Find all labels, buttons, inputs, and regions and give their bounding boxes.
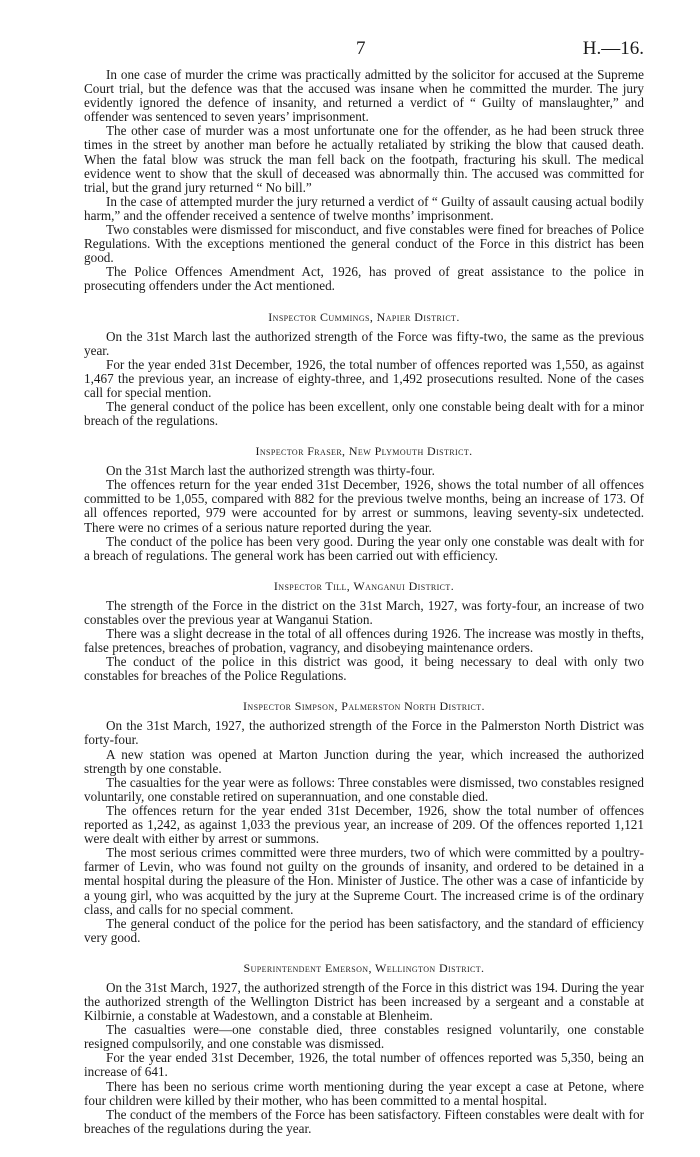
paragraph: There was a slight decrease in the total of all offences during 1926. The increase was mostly in thefts, false pretences, breaches of probation, vagrancy, and disobeying maintenance orders. [84, 626, 644, 656]
paragraph: The strength of the Force in the district on the 31st March, 1927, was forty-four, an increase of two constables over the previous year at Wanganui Station. [84, 597, 644, 627]
section-palmerston-north-district [84, 699, 644, 945]
section-heading: Inspector Cummings, Napier District. [268, 309, 460, 324]
paragraph: The conduct of the police in this district was good, it being necessary to deal with only two constables for breaches of the Police Regulations. [84, 654, 644, 684]
section-heading: Superintendent Emerson, Wellington District. [243, 960, 485, 975]
paragraph: For the year ended 31st December, 1926, the total number of offences reported was 1,550, as against 1,467 the previous year, an increase of eighty-three, and 1,492 prosecutions resulted. None of the cases call for special mention. [84, 356, 644, 400]
paragraph: For the year ended 31st December, 1926, the total number of offences reported was 5,350, being an increase of 641. [84, 1050, 644, 1080]
paragraph: Two constables were dismissed for misconduct, and five constables were fined for breaches of Police Regulations. With the exceptions mentioned the general conduct of the Force in this district has been good. [84, 222, 644, 266]
page-header [84, 38, 644, 68]
paragraph: There has been no serious crime worth mentioning during the year except a case at Petone, where four children were killed by their mother, who has been committed to a mental hospital. [84, 1078, 644, 1108]
paragraph: On the 31st March, 1927, the authorized strength of the Force in this district was 194. During the year the authorized strength of the Wellington District has been increased by a sergeant and a constable at Kilbirnie, a constable at Wadestown, and a constable at Blenheim. [84, 979, 645, 1024]
document-reference: H.—16. [582, 38, 644, 59]
section-new-plymouth-district [84, 444, 644, 563]
paragraph: The other case of murder was a most unfortunate one for the offender, as he had been struck three times in the street by another man before he actually retaliated by striking the blow that caused death. When the fatal blow was struck the man fell back on the footpath, fracturing his skull. The medical evidence went to show that the skull of deceased was abnormally thin. The accused was committed for trial, but the grand jury returned “ No bill.” [84, 123, 644, 195]
paragraph: The general conduct of the police for the period has been satisfactory, and the standard of efficiency very good. [84, 915, 644, 945]
section-heading: Inspector Simpson, Palmerston North District. [243, 699, 485, 714]
paragraph: On the 31st March, 1927, the authorized strength of the Force in the Palmerston North District was forty-four. [84, 718, 644, 748]
section-napier-district [84, 310, 644, 429]
section-heading: Inspector Till, Wanganui District. [273, 578, 455, 593]
paragraph: The conduct of the members of the Force has been satisfactory. Fifteen constables were dealt with for breaches of the regulations during the year. [84, 1106, 644, 1136]
paragraph: The casualties for the year were as follows: Three constables were dismissed, two constables resigned voluntarily, one constable retired on superannuation, and one constable died. [84, 774, 644, 804]
paragraph: In the case of attempted murder the jury returned a verdict of “ Guilty of assault causing actual bodily harm,” and the offender received a sentence of twelve months’ imprisonment. [84, 193, 644, 223]
paragraph: A new station was opened at Marton Junction during the year, which increased the authorized strength by one constable. [84, 746, 644, 776]
paragraph: On the 31st March last the authorized strength was thirty-four. [106, 463, 435, 479]
section-heading: Inspector Fraser, New Plymouth District. [255, 444, 473, 459]
page-number: 7 [356, 38, 366, 59]
paragraph: In one case of murder the crime was practically admitted by the solicitor for accused at the Supreme Court trial, but the defence was that the accused was insane when he committed the murder. The jury evidently ignored the defence of insanity, and returned a verdict of “ Guilty of manslaughter,” and offender was sentenced to seven years’ imprisonment. [84, 67, 644, 125]
paragraph: The conduct of the police has been very good. During the year only one constable was dealt with for a breach of regulations. The general work has been carried out with efficiency. [84, 533, 644, 563]
paragraph: On the 31st March last the authorized strength of the Force was fifty-two, the same as the previous year. [84, 328, 644, 358]
paragraph: The casualties were—one constable died, three constables resigned voluntarily, one constable resigned compulsorily, and one constable was dismissed. [84, 1022, 644, 1052]
paragraph: The offences return for the year ended 31st December, 1926, show the total number of offences reported as 1,242, as against 1,033 the previous year, an increase of 209. Of the offences reported 1,121 were dealt with either by arrest or summons. [84, 802, 644, 847]
section-wanganui-district [84, 579, 644, 684]
paragraph: The Police Offences Amendment Act, 1926, has proved of great assistance to the police in prosecuting offenders under the Act mentioned. [84, 264, 644, 294]
paragraph: The general conduct of the police has been excellent, only one constable being dealt with for a minor breach of the regulations. [84, 398, 644, 429]
paragraph: The most serious crimes committed were three murders, two of which were committed by a poultry-farmer of Levin, who was found not guilty on the grounds of insanity, and ordered to be detained in a mental hospital during the pleasure of the Hon. Minister of Justice. The other was a case of infanticide by a young girl, who was acquitted by the jury at the Supreme Court. The increased crime is of the ordinary class, and calls for no special comment. [84, 845, 644, 917]
paragraph: The offences return for the year ended 31st December, 1926, shows the total number of all offences committed to be 1,055, compared with 882 for the previous twelve months, being an increase of 173. Of all offences reported, 979 were accounted for by arrest or summons, leaving seventy-six undetected. There were no crimes of a serious nature reported during the year. [84, 477, 644, 535]
report-body [84, 68, 644, 1136]
section-wellington-district [84, 961, 644, 1136]
intro-section [84, 68, 644, 294]
